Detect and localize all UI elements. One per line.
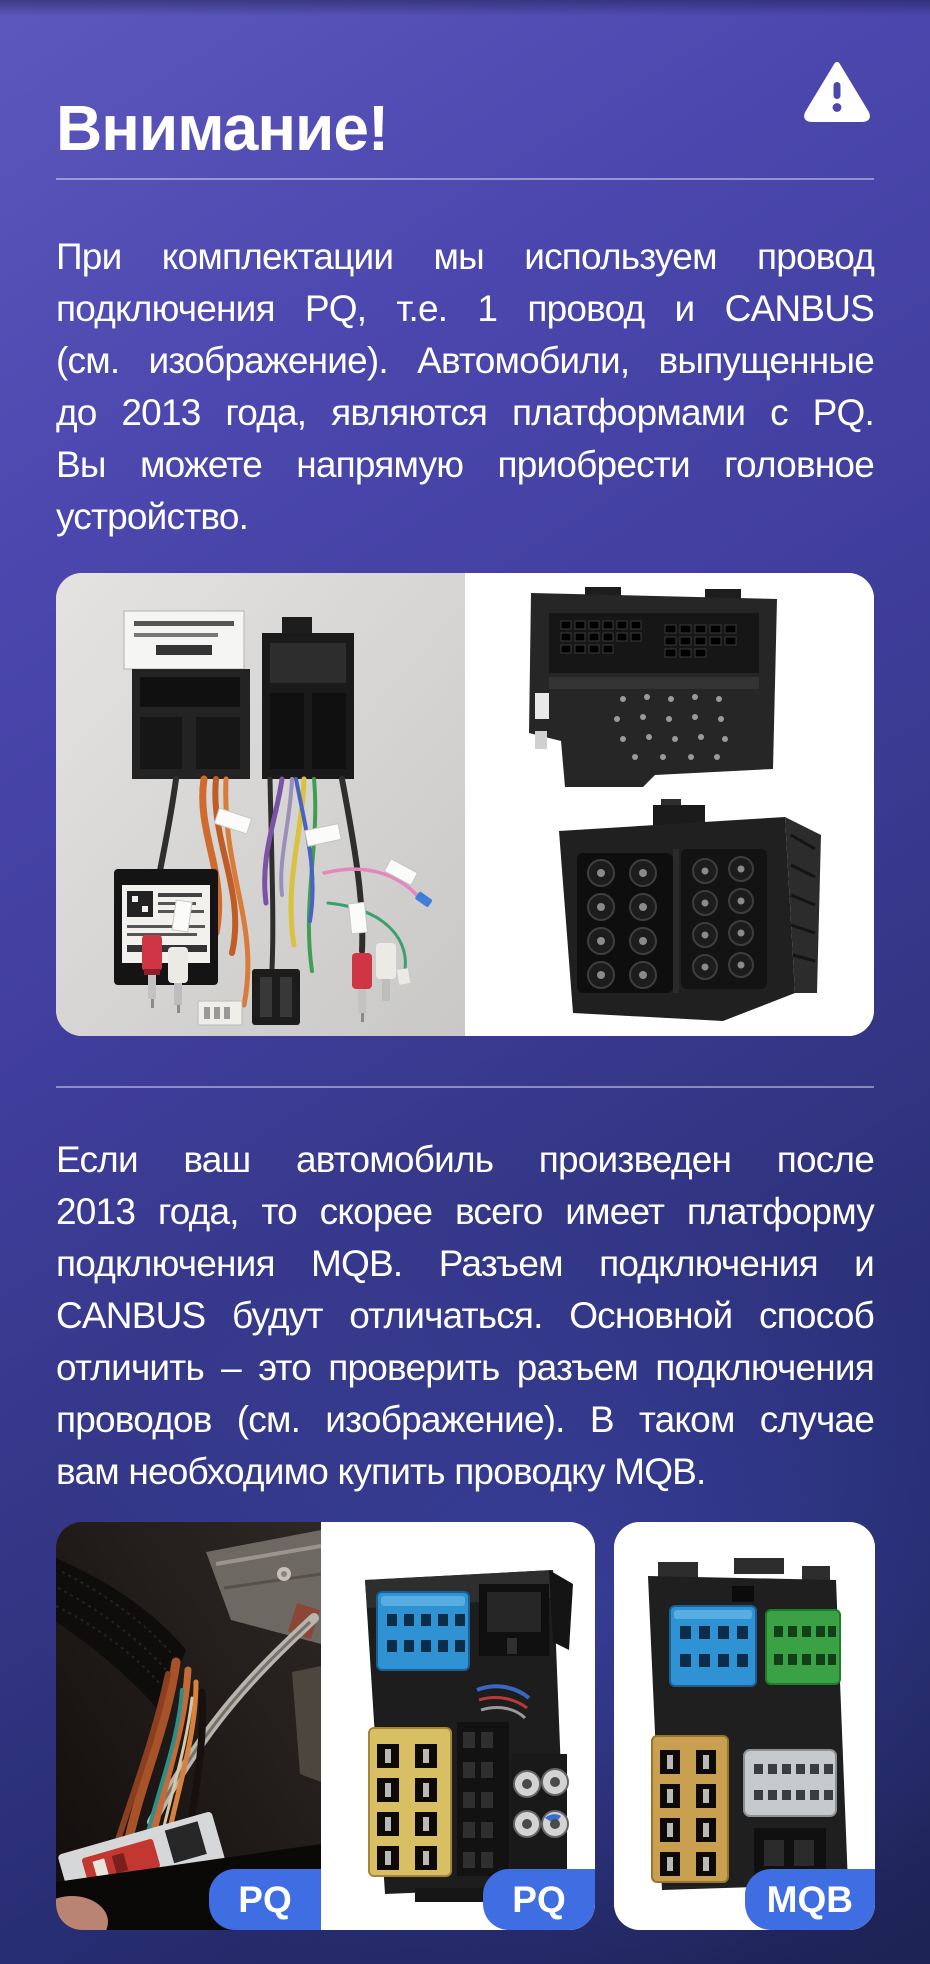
harness-gallery-card (56, 573, 874, 1036)
text-line: (см. изображение). Автомобили, выпущенные (56, 340, 874, 381)
pq-quadlock-connectors-photo (465, 573, 874, 1036)
text-line: CANBUS будут отличаться. Основной способ (56, 1295, 874, 1336)
pq-connector-photo (321, 1522, 595, 1930)
warning-triangle-icon (804, 62, 870, 122)
text-line: вам необходимо купить проводку MQB. (56, 1451, 706, 1492)
text-line: проводов (см. изображение). В таком случае (56, 1399, 874, 1440)
content-divider-top (56, 178, 874, 180)
platform-badge-pq-2: PQ (483, 1869, 595, 1930)
text-line: Если ваш автомобиль произведен после (56, 1139, 874, 1180)
mqb-connector-photo (614, 1522, 875, 1930)
dash-install-photo (56, 1522, 321, 1930)
text-line: до 2013 года, являются платформами с PQ. (56, 392, 874, 433)
content-divider-bottom (56, 1086, 874, 1088)
text-line: При комплектации мы используем провод (56, 236, 874, 277)
pq-harness-photo (56, 573, 465, 1036)
outro-paragraph (56, 1134, 874, 1498)
connector-comparison-gallery (56, 1522, 875, 1930)
platform-badge-mqb: MQB (745, 1869, 875, 1930)
text-line: отличить – это проверить разъем подключения (56, 1347, 874, 1388)
text-line: устройство. (56, 496, 249, 537)
text-line: подключения MQB. Разъем подключения и (56, 1243, 874, 1284)
text-line: Вы можете напрямую приобрести головное (56, 444, 874, 485)
pq-photo-pair (56, 1522, 595, 1930)
intro-paragraph (56, 231, 874, 543)
text-line: подключения PQ, т.е. 1 провод и CANBUS (56, 288, 874, 329)
page-title: Внимание! (56, 91, 389, 164)
platform-badge-pq-1: PQ (209, 1869, 321, 1930)
text-line: 2013 года, то скорее всего имеет платформу (56, 1191, 874, 1232)
